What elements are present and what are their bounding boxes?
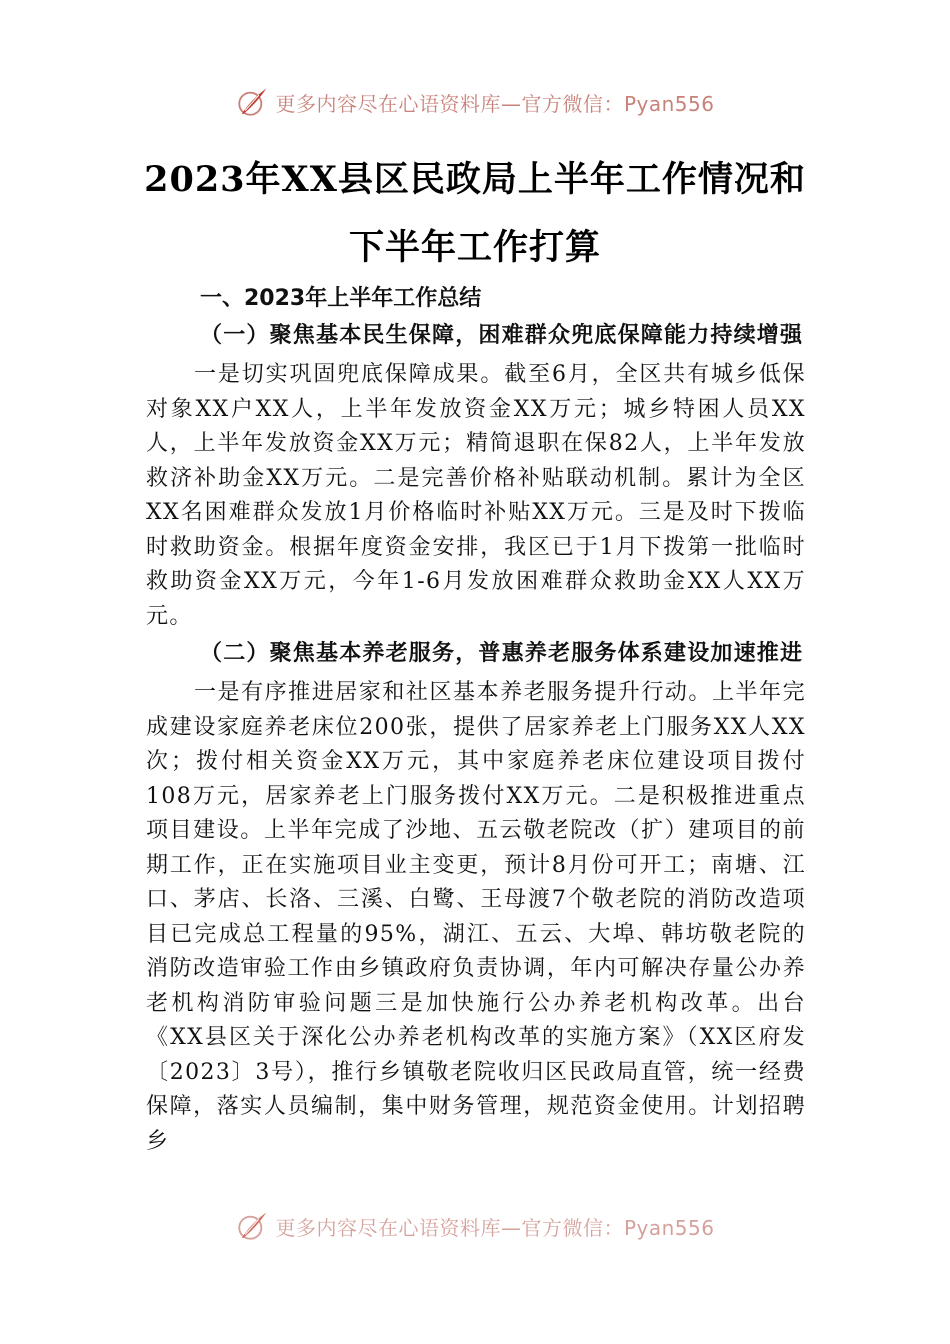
subsection-heading-2: （二）聚焦基本养老服务，普惠养老服务体系建设加速推进 [200, 640, 804, 666]
feather-quill-icon [235, 85, 269, 119]
document-title-line2: 下半年工作打算 [348, 227, 601, 268]
paragraph-2: 一是有序推进居家和社区基本养老服务提升行动。上半年完成建设家庭养老床位200张，提供了居家养老上门服务XX人XX次；拨付相关资金XX万元，其中家庭养老床位建设项目拨付108万元，居家养老上门服务拨付XX万元。二是积极推进重点项目建设。上半年完成了沙地、五云敬老院改（扩）建项目的前期工作，正在实施项目业主变更，预计8月份可开工；南塘、江口、茅店、长洛、三溪、白鹭、王母渡7个敬老院的消防改造项目已完成总工程量的95%，湖江、五云、大埠、韩坊敬老院的消防改造审验工作由乡镇政府负责协调，年内可解决存量公办养老机构消防审验问题三是加快施行公办养老机构改革。出台《XX县区关于深化公办养老机构改革的实施方案》（XX区府发〔2023〕3号），推行乡镇敬老院收归区民政局直管，统一经费保障，落实人员编制，集中财务管理，规范资金使用。计划招聘乡 [146, 680, 806, 1154]
feather-quill-icon [235, 1209, 269, 1243]
paragraph-1: 一是切实巩固兜底保障成果。截至6月，全区共有城乡低保对象XX户XX人，上半年发放资金XX万元；城乡特困人员XX人，上半年发放资金XX万元；精简退职在保82人，上半年发放救济补助金XX万元。二是完善价格补贴联动机制。累计为全区XX名困难群众发放1月价格临时补贴XX万元。三是及时下拨临时救助资金。根据年度资金安排，我区已于1月下拨第一批临时救助资金XX万元，今年1-6月发放困难群众救助金XX人XX万元。 [146, 362, 806, 629]
document-title-line1: 2023年XX县区民政局上半年工作情况和 [144, 159, 806, 200]
watermark-text: 更多内容尽在心语资料库—官方微信：Pyan556 [275, 91, 715, 116]
watermark-bottom [0, 1206, 950, 1246]
section-heading: 一、2023年上半年工作总结 [200, 286, 482, 311]
watermark-top [0, 82, 950, 122]
watermark-text: 更多内容尽在心语资料库—官方微信：Pyan556 [275, 1215, 715, 1240]
document-body [146, 282, 806, 1159]
subsection-heading-1: （一）聚焦基本民生保障，困难群众兜底保障能力持续增强 [200, 322, 804, 348]
